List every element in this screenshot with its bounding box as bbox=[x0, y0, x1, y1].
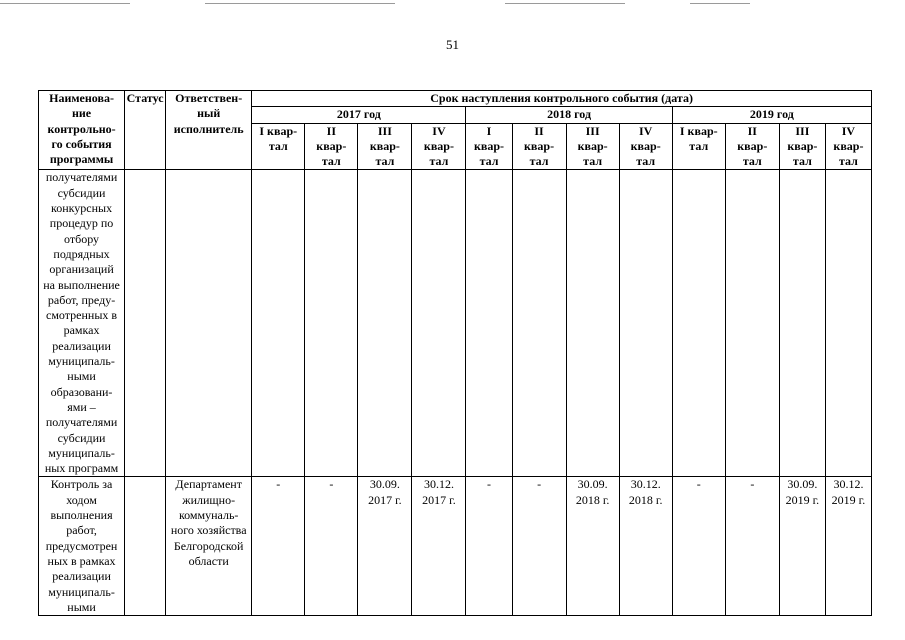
row-quarter-value bbox=[566, 170, 619, 477]
row-quarter-value bbox=[619, 170, 672, 477]
row-quarter-value bbox=[725, 170, 779, 477]
header-quarter: I квар- тал bbox=[466, 123, 512, 170]
header-year-2017: 2017 год bbox=[252, 107, 466, 123]
header-quarter: I квар- тал bbox=[672, 123, 725, 170]
page-number: 51 bbox=[446, 37, 459, 52]
row-event-name: Контроль за ходом выполнения работ, предусмотрен ных в рамках реализации муниципаль- ными bbox=[39, 477, 125, 616]
control-events-table bbox=[38, 90, 872, 616]
header-quarter: IV квар- тал bbox=[412, 123, 466, 170]
header-quarter: III квар- тал bbox=[779, 123, 825, 170]
row-quarter-value: 30.09. 2017 г. bbox=[358, 477, 412, 616]
row-quarter-value bbox=[779, 170, 825, 477]
row-quarter-value bbox=[252, 170, 305, 477]
header-year-2018: 2018 год bbox=[466, 107, 672, 123]
header-quarter: IV квар- тал bbox=[619, 123, 672, 170]
row-quarter-value: - bbox=[305, 477, 358, 616]
header-quarter: IV квар- тал bbox=[825, 123, 871, 170]
scan-artifact bbox=[0, 3, 130, 4]
row-responsible: Департамент жилищно- коммуналь- ного хозяйства Белгородской области bbox=[166, 477, 252, 616]
row-quarter-value: - bbox=[466, 477, 512, 616]
row-quarter-value: - bbox=[252, 477, 305, 616]
row-quarter-value bbox=[305, 170, 358, 477]
row-quarter-value: 30.09. 2018 г. bbox=[566, 477, 619, 616]
row-quarter-value bbox=[512, 170, 566, 477]
header-quarter: III квар- тал bbox=[566, 123, 619, 170]
row-quarter-value: 30.12. 2017 г. bbox=[412, 477, 466, 616]
scan-artifact bbox=[690, 3, 750, 4]
row-quarter-value: 30.12. 2019 г. bbox=[825, 477, 871, 616]
row-quarter-value: - bbox=[512, 477, 566, 616]
header-deadline: Срок наступления контрольного события (дата) bbox=[252, 91, 872, 107]
header-quarter: II квар- тал bbox=[305, 123, 358, 170]
header-quarter: III квар- тал bbox=[358, 123, 412, 170]
row-quarter-value bbox=[466, 170, 512, 477]
header-status: Статус bbox=[125, 91, 166, 170]
header-quarter: I квар- тал bbox=[252, 123, 305, 170]
row-event-name: получателями субсидии конкурсных процедур по отбору подрядных организаций на выполнение работ, преду- смотренных в рамках реализации муниципаль- ными образовани- ями – получателями субсидии муниципаль- ных программ bbox=[39, 170, 125, 477]
header-quarter: II квар- тал bbox=[725, 123, 779, 170]
row-quarter-value: - bbox=[725, 477, 779, 616]
row-quarter-value: 30.09. 2019 г. bbox=[779, 477, 825, 616]
row-status bbox=[125, 170, 166, 477]
row-quarter-value bbox=[672, 170, 725, 477]
row-status bbox=[125, 477, 166, 616]
header-quarter: II квар- тал bbox=[512, 123, 566, 170]
scan-artifact bbox=[505, 3, 625, 4]
header-event-name: Наименова- ние контрольно- го события программы bbox=[39, 91, 125, 170]
table-row bbox=[39, 477, 872, 616]
header-responsible: Ответствен- ный исполнитель bbox=[166, 91, 252, 170]
row-quarter-value bbox=[825, 170, 871, 477]
table-row bbox=[39, 170, 872, 477]
header-year-2019: 2019 год bbox=[672, 107, 871, 123]
row-quarter-value: 30.12. 2018 г. bbox=[619, 477, 672, 616]
scan-artifact bbox=[205, 3, 395, 4]
row-responsible bbox=[166, 170, 252, 477]
row-quarter-value bbox=[358, 170, 412, 477]
row-quarter-value: - bbox=[672, 477, 725, 616]
row-quarter-value bbox=[412, 170, 466, 477]
header-row-1 bbox=[39, 91, 872, 107]
